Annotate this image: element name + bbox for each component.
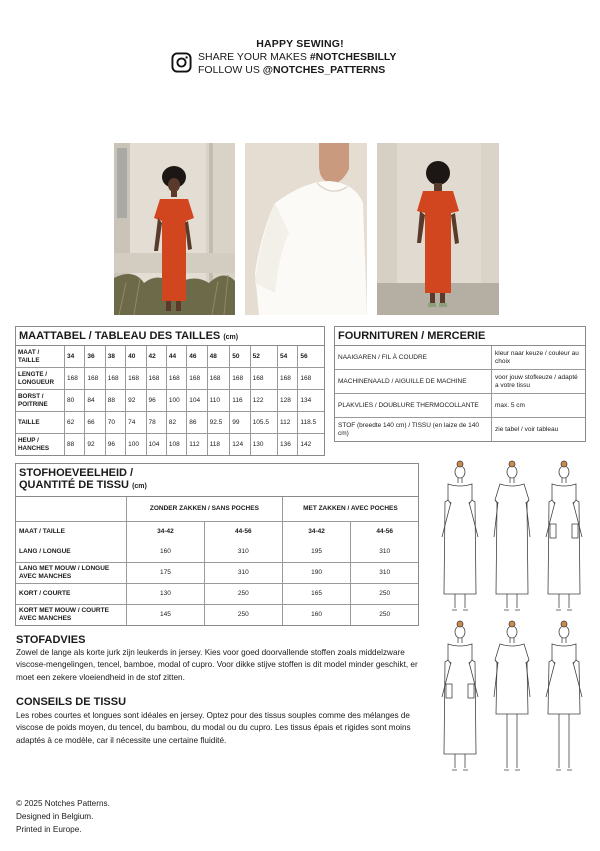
fabric-cell: 250 <box>351 584 418 605</box>
fabric-cell: 145 <box>127 605 205 626</box>
size-cell: 36 <box>85 346 105 368</box>
fabric-cell: 250 <box>204 605 282 626</box>
size-cell: 130 <box>250 434 277 456</box>
size-table-title: MAATTABEL / TABLEAU DES TAILLES (cm) <box>16 327 324 346</box>
size-cell: 104 <box>187 390 207 412</box>
dress-illustrations <box>432 460 592 775</box>
dress-figure-long-sleeve <box>494 461 530 610</box>
fabric-cell: 195 <box>282 542 351 563</box>
printed-in: Printed in Europe. <box>16 825 82 834</box>
fabric-row <box>16 563 418 584</box>
size-row-label: HEUP / HANCHES <box>16 434 65 456</box>
size-cell: 168 <box>187 368 207 390</box>
size-cell: 168 <box>65 368 85 390</box>
handle: @NOTCHES_PATTERNS <box>262 64 386 76</box>
fabric-table-title: STOFHOEVEELHEID / QUANTITÉ DE TISSU (cm) <box>16 464 418 497</box>
size-cell: 80 <box>65 390 85 412</box>
size-row <box>16 346 324 368</box>
size-cell: 38 <box>105 346 125 368</box>
size-cell: 92 <box>85 434 105 456</box>
supply-value: kleur naar keuze / couleur au choix <box>492 346 586 370</box>
size-cell: 46 <box>187 346 207 368</box>
size-row-label: TAILLE <box>16 412 65 434</box>
size-cell: 136 <box>278 434 298 456</box>
range-cell: 34-42 <box>282 522 351 543</box>
fabric-cell: 175 <box>127 563 205 584</box>
size-cell: 48 <box>207 346 230 368</box>
fabric-cell: 160 <box>282 605 351 626</box>
size-cell: 104 <box>146 434 166 456</box>
size-cell: 92.5 <box>207 412 230 434</box>
fabric-row <box>16 584 418 605</box>
fabric-cell: 130 <box>127 584 205 605</box>
size-cell: 84 <box>85 390 105 412</box>
size-cell: 108 <box>166 434 186 456</box>
supplies-table-title: FOURNITUREN / MERCERIE <box>335 327 585 346</box>
supply-item: PLAKVLIES / DOUBLURE THERMOCOLLANTE <box>335 394 492 418</box>
share-line: SHARE YOUR MAKES #NOTCHESBILLY <box>198 51 397 63</box>
size-cell: 96 <box>105 434 125 456</box>
size-cell: 74 <box>126 412 146 434</box>
size-cell: 62 <box>65 412 85 434</box>
supplies-table <box>335 346 585 441</box>
fabric-cell: 310 <box>204 563 282 584</box>
size-cell: 168 <box>230 368 250 390</box>
photo-front-model <box>114 143 235 315</box>
dress-figure-pockets <box>442 621 478 770</box>
size-cell: 99 <box>230 412 250 434</box>
fabric-table <box>16 497 418 625</box>
footer <box>16 797 110 836</box>
fabric-row-label: KORT / COURTE <box>16 584 127 605</box>
size-cell: 96 <box>146 390 166 412</box>
size-cell: 118.5 <box>298 412 324 434</box>
advice-nl-text: Zowel de lange als korte jurk zijn leukerds in jersey. Kies voor goed doorvallende stoffen zoals middelzware viscose-mengelingen, tencel, bamboe, modal of cupro. Voor dikke stijve stoffen is dit model minder geschikt, er moet een zekere vloeiendheid in de stof zitten. <box>16 648 418 682</box>
size-cell: 54 <box>278 346 298 368</box>
size-cell: 142 <box>298 434 324 456</box>
size-cell: 56 <box>298 346 324 368</box>
supplies-row <box>335 346 585 370</box>
size-cell: 44 <box>166 346 186 368</box>
fabric-row-label: KORT MET MOUW / COURTE AVEC MANCHES <box>16 605 127 626</box>
size-cell: 112 <box>278 412 298 434</box>
supply-value: max. 5 cm <box>492 394 586 418</box>
size-cell: 86 <box>187 412 207 434</box>
supplies-table-box <box>334 326 586 442</box>
size-cell: 52 <box>250 346 277 368</box>
size-cell: 88 <box>105 390 125 412</box>
header-title: HAPPY SEWING! <box>256 38 344 50</box>
size-cell: 168 <box>278 368 298 390</box>
fabric-cell: 310 <box>204 542 282 563</box>
dress-figure-short-sleeve <box>494 621 530 770</box>
size-cell: 168 <box>126 368 146 390</box>
follow-line: FOLLOW US @NOTCHES_PATTERNS <box>198 64 386 76</box>
fabric-row <box>16 605 418 626</box>
supplies-row <box>335 418 585 442</box>
size-row <box>16 390 324 412</box>
supplies-row <box>335 394 585 418</box>
size-cell: 124 <box>230 434 250 456</box>
size-row <box>16 434 324 456</box>
size-cell: 82 <box>166 412 186 434</box>
hashtag: #NOTCHESBILLY <box>309 51 397 63</box>
supply-item: MACHINENAALD / AIGUILLE DE MACHINE <box>335 370 492 394</box>
fabric-row <box>16 542 418 563</box>
size-cell: 168 <box>298 368 324 390</box>
size-cell: 168 <box>250 368 277 390</box>
size-cell: 34 <box>65 346 85 368</box>
size-cell: 100 <box>166 390 186 412</box>
fabric-cell: 310 <box>351 542 418 563</box>
fabric-table-box <box>15 463 419 626</box>
range-cell: 34-42 <box>127 522 205 543</box>
supply-item: STOF (breedte 140 cm) / TISSU (en laize de 140 cm) <box>335 418 492 442</box>
size-cell: 118 <box>207 434 230 456</box>
size-cell: 134 <box>298 390 324 412</box>
supply-value: zie tabel / voir tableau <box>492 418 586 442</box>
size-cell: 168 <box>146 368 166 390</box>
fabric-cell: 250 <box>351 605 418 626</box>
instagram-icon <box>171 52 192 73</box>
size-table-box <box>15 326 325 456</box>
size-cell: 128 <box>278 390 298 412</box>
size-label: MAAT / TAILLE <box>16 522 127 543</box>
fabric-row-label: LANG / LONGUE <box>16 542 127 563</box>
fabric-cell: 160 <box>127 542 205 563</box>
advice-fr-text: Les robes courtes et longues sont idéales en jersey. Optez pour des tissus souples comme des mélanges de viscose de poids moyen, du tencel, du bambou, du modal ou du cupro. Les tissus épais et rigides sont moins adaptés à ce modèle, car il nécessite une certaine fluidité. <box>16 711 411 745</box>
copyright: © 2025 Notches Patterns. <box>16 799 110 808</box>
size-table <box>16 346 324 455</box>
size-cell: 66 <box>85 412 105 434</box>
size-cell: 110 <box>207 390 230 412</box>
with-pockets-header: MET ZAKKEN / AVEC POCHES <box>282 497 418 522</box>
size-cell: 42 <box>146 346 166 368</box>
size-cell: 92 <box>126 390 146 412</box>
size-row-label: MAAT / TAILLE <box>16 346 65 368</box>
range-cell: 44-56 <box>351 522 418 543</box>
size-cell: 168 <box>85 368 105 390</box>
designed-in: Designed in Belgium. <box>16 812 94 821</box>
size-cell: 88 <box>65 434 85 456</box>
size-row-label: BORST / POITRINE <box>16 390 65 412</box>
dress-figure-long <box>442 461 478 610</box>
photo-neckline-detail <box>245 143 367 315</box>
size-cell: 116 <box>230 390 250 412</box>
size-cell: 40 <box>126 346 146 368</box>
size-cell: 168 <box>207 368 230 390</box>
size-cell: 168 <box>105 368 125 390</box>
size-cell: 50 <box>230 346 250 368</box>
no-pockets-header: ZONDER ZAKKEN / SANS POCHES <box>127 497 283 522</box>
fabric-cell: 190 <box>282 563 351 584</box>
size-cell: 122 <box>250 390 277 412</box>
advice-fr-title: CONSEILS DE TISSU <box>16 696 127 708</box>
photo-back-model <box>377 143 499 315</box>
advice-nl-title: STOFADVIES <box>16 634 86 646</box>
size-cell: 78 <box>146 412 166 434</box>
size-cell: 105.5 <box>250 412 277 434</box>
fabric-cell: 165 <box>282 584 351 605</box>
supply-value: voor jouw stofkeuze / adapté a votre tissu <box>492 370 586 394</box>
dress-figure-short <box>546 621 582 770</box>
size-cell: 100 <box>126 434 146 456</box>
size-row-label: LENGTE / LONGUEUR <box>16 368 65 390</box>
fabric-cell: 250 <box>204 584 282 605</box>
size-row <box>16 368 324 390</box>
dress-figure-long-pockets <box>546 461 582 610</box>
fabric-cell: 310 <box>351 563 418 584</box>
size-cell: 70 <box>105 412 125 434</box>
fabric-row-label: LANG MET MOUW / LONGUE AVEC MANCHES <box>16 563 127 584</box>
supplies-row <box>335 370 585 394</box>
size-row <box>16 412 324 434</box>
supply-item: NAAIGAREN / FIL À COUDRE <box>335 346 492 370</box>
size-cell: 168 <box>166 368 186 390</box>
size-cell: 112 <box>187 434 207 456</box>
range-cell: 44-56 <box>204 522 282 543</box>
